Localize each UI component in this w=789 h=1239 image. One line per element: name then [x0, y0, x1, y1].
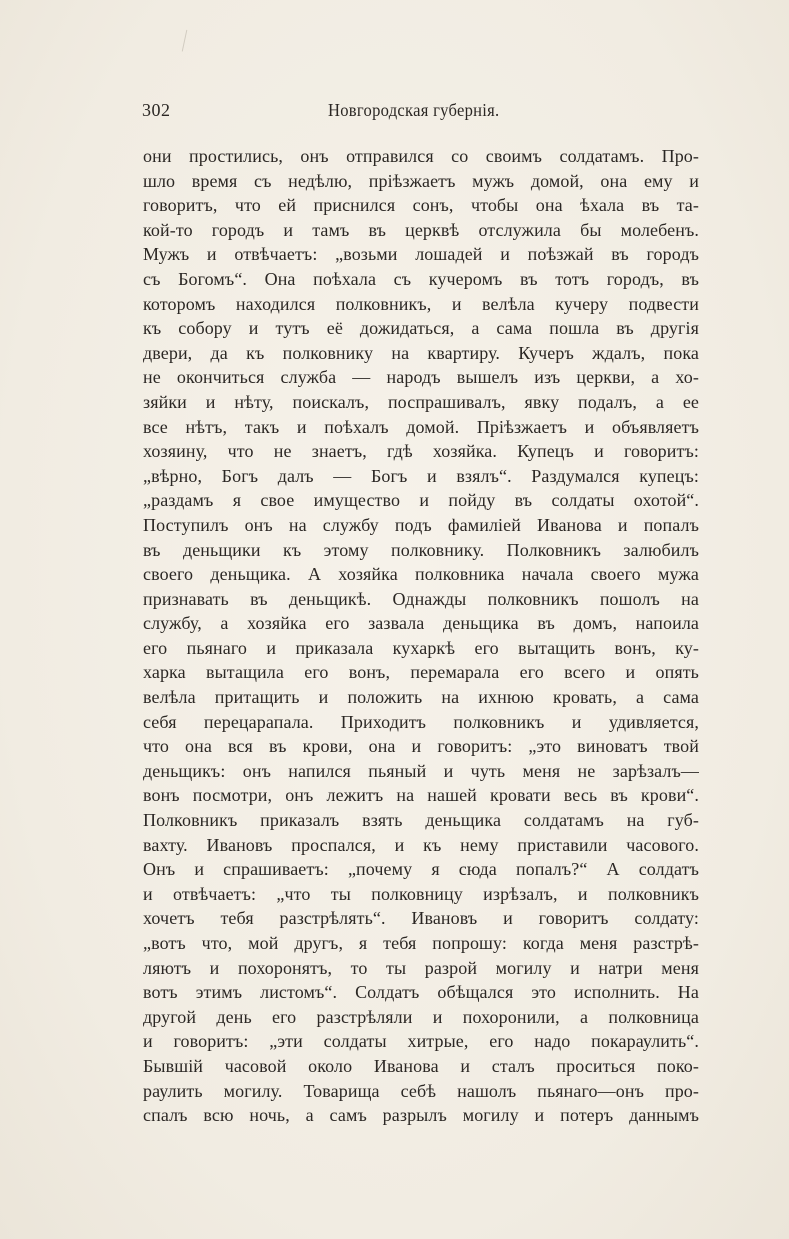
page-number: 302	[142, 100, 171, 120]
text-line: раулить могилу. Товарища себѣ нашолъ пьянаго—онъ про-	[143, 1080, 699, 1101]
text-line: вотъ этимъ листомъ“. Солдатъ обѣщался это исполнить. На	[143, 982, 699, 1003]
text-line: которомъ находился полковникъ, и велѣла кучеру подвести	[143, 293, 699, 314]
text-line: спалъ всю ночь, а самъ разрылъ могилу и потеръ даннымъ	[143, 1105, 699, 1126]
text-line: хочетъ тебя разстрѣлять“. Ивановъ и говоритъ солдату:	[143, 908, 699, 929]
text-line: они простились, онъ отправился со своимъ солдатамъ. Про-	[143, 146, 699, 166]
text-line: ляютъ и похоронятъ, то ты разрой могилу и натри меня	[143, 957, 699, 978]
text-line: съ Богомъ“. Она поѣхала съ кучеромъ въ тотъ городъ, въ	[143, 268, 699, 289]
text-line: все нѣтъ, такъ и поѣхалъ домой. Пріѣзжаетъ и объявляетъ	[143, 416, 699, 437]
text-line: „вотъ что, мой другъ, я тебя попрошу: когда меня разстрѣ-	[143, 933, 699, 953]
text-line: говоритъ, что ей приснился сонъ, чтобы она ѣхала въ та-	[143, 195, 699, 216]
text-line: что она вся въ крови, она и говоритъ: „это виноватъ твой	[143, 736, 699, 757]
text-line: харка вытащила его вонъ, перемарала его всего и опять	[143, 662, 699, 683]
text-line: Полковникъ приказалъ взять деньщика солдатамъ на губ-	[143, 810, 699, 831]
text-line: „раздамъ я свое имущество и пойду въ солдаты охотой“.	[143, 490, 699, 511]
text-line: „вѣрно, Богъ далъ — Богъ и взялъ“. Раздумался купецъ:	[143, 465, 699, 486]
text-line: и отвѣчаетъ: „что ты полковницу изрѣзалъ, и полковникъ	[143, 883, 699, 904]
text-line: другой день его разстрѣляли и похоронили, а полковница	[143, 1006, 699, 1027]
text-line: деньщикъ: онъ напился пьяный и чуть меня не зарѣзалъ—	[143, 760, 699, 781]
text-line: хозяину, что не знаетъ, гдѣ хозяйка. Купецъ и говоритъ:	[143, 441, 699, 462]
text-line: зяйки и нѣту, поискалъ, поспрашивалъ, явку подалъ, а ее	[143, 391, 699, 412]
text-line: признавать въ деньщикѣ. Однажды полковникъ пошолъ на	[143, 588, 699, 609]
pencil-mark	[182, 30, 190, 52]
text-line: вахту. Ивановъ проспался, и къ нему приставили часового.	[143, 834, 699, 855]
body-text	[143, 144, 699, 1128]
text-line: кой-то городъ и тамъ въ церквѣ отслужила бы молебенъ.	[143, 219, 699, 240]
text-line: Мужъ и отвѣчаетъ: „возьми лошадей и поѣзжай въ городъ	[143, 244, 699, 265]
text-line: его пьянаго и приказала кухаркѣ его вытащить вонъ, ку-	[143, 637, 699, 658]
text-line: и говоритъ: „эти солдаты хитрые, его надо покараулить“.	[143, 1031, 699, 1052]
text-line: къ собору и тутъ её дожидаться, а сама пошла въ другія	[143, 318, 699, 339]
text-line: Онъ и спрашиваетъ: „почему я сюда попалъ?“ А солдатъ	[143, 859, 699, 880]
text-line: Поступилъ онъ на службу подъ фамиліей Иванова и попалъ	[143, 514, 699, 535]
text-line: двери, да къ полковнику на квартиру. Кучеръ ждалъ, пока	[143, 342, 699, 363]
text-line: Бывшій часовой около Иванова и сталъ проситься поко-	[143, 1055, 699, 1076]
text-line: не окончиться служба — народъ вышелъ изъ церкви, а хо-	[143, 367, 699, 388]
text-line: въ деньщики къ этому полковнику. Полковникъ залюбилъ	[143, 539, 699, 560]
text-line: велѣла притащить и положить на ихнюю кровать, а сама	[143, 687, 699, 708]
page-header	[142, 100, 698, 130]
text-line: вонъ посмотри, онъ лежитъ на нашей кровати весь въ крови“.	[143, 785, 699, 806]
text-line: шло время съ недѣлю, пріѣзжаетъ мужъ домой, она ему и	[143, 170, 699, 191]
text-line: себя перецарапала. Приходитъ полковникъ и удивляется,	[143, 711, 699, 732]
text-line: службу, а хозяйка его зазвала деньщика въ домъ, напоила	[143, 613, 699, 634]
text-line: своего деньщика. А хозяйка полковника начала своего мужа	[143, 564, 699, 585]
running-title: Новгородская губернія.	[328, 100, 500, 120]
